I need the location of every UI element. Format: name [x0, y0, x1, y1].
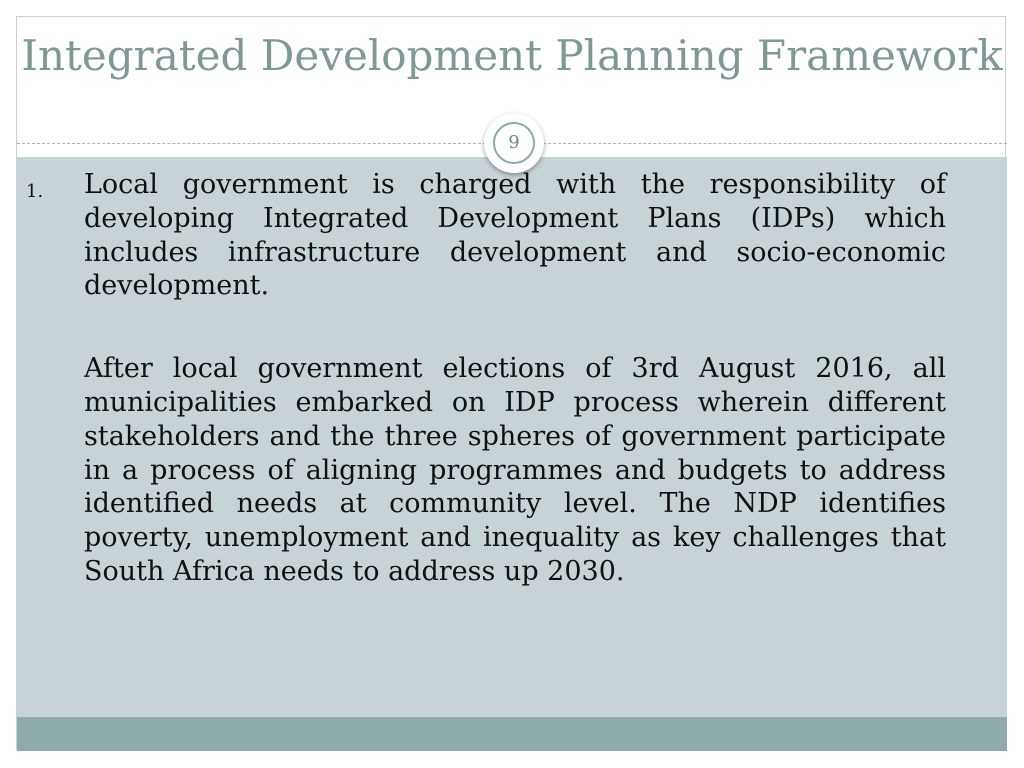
list-number: 1. — [26, 181, 44, 202]
page-number-badge — [484, 113, 544, 173]
paragraph-2: After local government elections of 3rd August 2016, all municipalities embarked on IDP process wherein different stakeholders and the three spheres of government participate in a process of aligning programmes and budgets to address identified needs at community level. The NDP identifies poverty, unemployment and inequality as key challenges that South Africa needs to address up 2030. — [84, 353, 946, 587]
slide-title: Integrated Development Planning Framework — [21, 31, 1003, 80]
paragraph-1: Local government is charged with the responsibility of developing Integrated Development Plans (IDPs) which includes infrastructure development and socio-economic development. — [84, 169, 946, 302]
footer-bar — [17, 717, 1007, 751]
page-number: 9 — [493, 122, 535, 164]
slide-content — [26, 168, 946, 589]
